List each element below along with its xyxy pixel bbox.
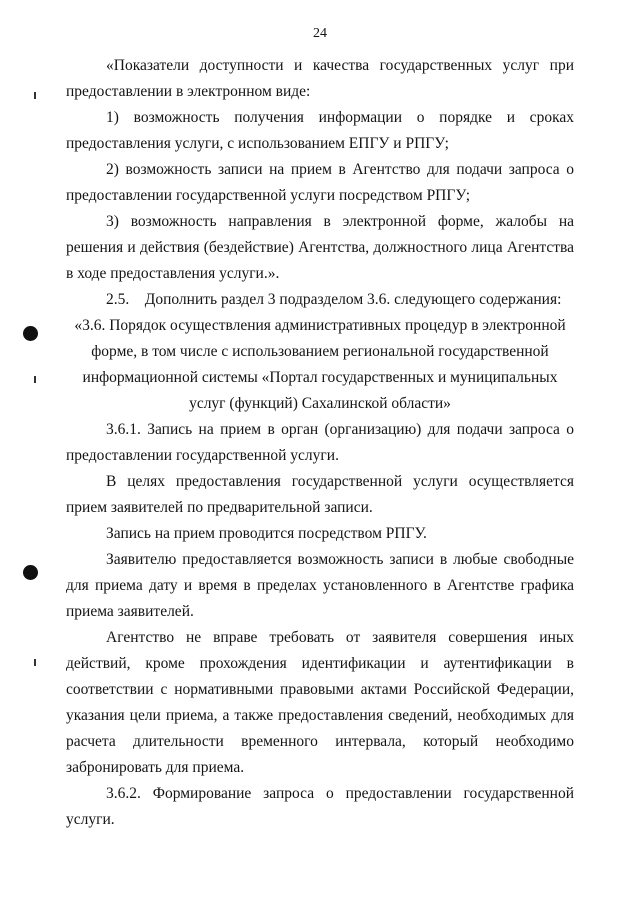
list-item-2: 2) возможность записи на прием в Агентство для подачи запроса о предоставлении государственной услуги посредством РПГУ; [66, 161, 574, 204]
paragraph: Запись на прием проводится посредством РПГУ. [106, 525, 427, 542]
paragraph: Заявителю предоставляется возможность записи в любые свободные для приема дату и время в пределах установленного в Агентстве графика приема заявителей. [66, 551, 574, 620]
scan-mark [34, 659, 36, 666]
scan-mark [34, 92, 36, 99]
page-number: 24 [313, 26, 327, 41]
section-heading: «3.6. Порядок осуществления административных процедур в электронной форме, в том числе с использованием региональной государственной информационной системы «Портал государственных и муниципальных услуг (функций) Сахалинской области» [74, 317, 566, 412]
scan-mark [34, 376, 36, 383]
subsection-3-6-1: 3.6.1. Запись на прием в орган (организацию) для подачи запроса о предоставлении государственной услуги. [66, 421, 574, 464]
document-body [66, 53, 574, 833]
binder-hole [23, 565, 38, 580]
list-item-1: 1) возможность получения информации о порядке и сроках предоставления услуги, с использованием ЕПГУ и РПГУ; [66, 109, 574, 152]
paragraph: Агентство не вправе требовать от заявителя совершения иных действий, кроме прохождения идентификации и аутентификации в соответствии с нормативными правовыми актами Российской Федерации, указания цели приема, а также предоставления сведений, необходимых для расчета длительности временного интервала, который необходимо забронировать для приема. [66, 629, 574, 776]
paragraph: В целях предоставления государственной услуги осуществляется прием заявителей по предварительной записи. [66, 473, 574, 516]
clause-2-5: 2.5. Дополнить раздел 3 подразделом 3.6. следующего содержания: [106, 291, 562, 308]
list-item-3: 3) возможность направления в электронной форме, жалобы на решения и действия (бездействие) Агентства, должностного лица Агентства в ходе предоставления услуги.». [66, 213, 574, 282]
subsection-3-6-2: 3.6.2. Формирование запроса о предоставлении государственной услуги. [66, 785, 574, 828]
binder-hole [23, 326, 38, 341]
paragraph-intro: «Показатели доступности и качества государственных услуг при предоставлении в электронном виде: [66, 57, 574, 100]
